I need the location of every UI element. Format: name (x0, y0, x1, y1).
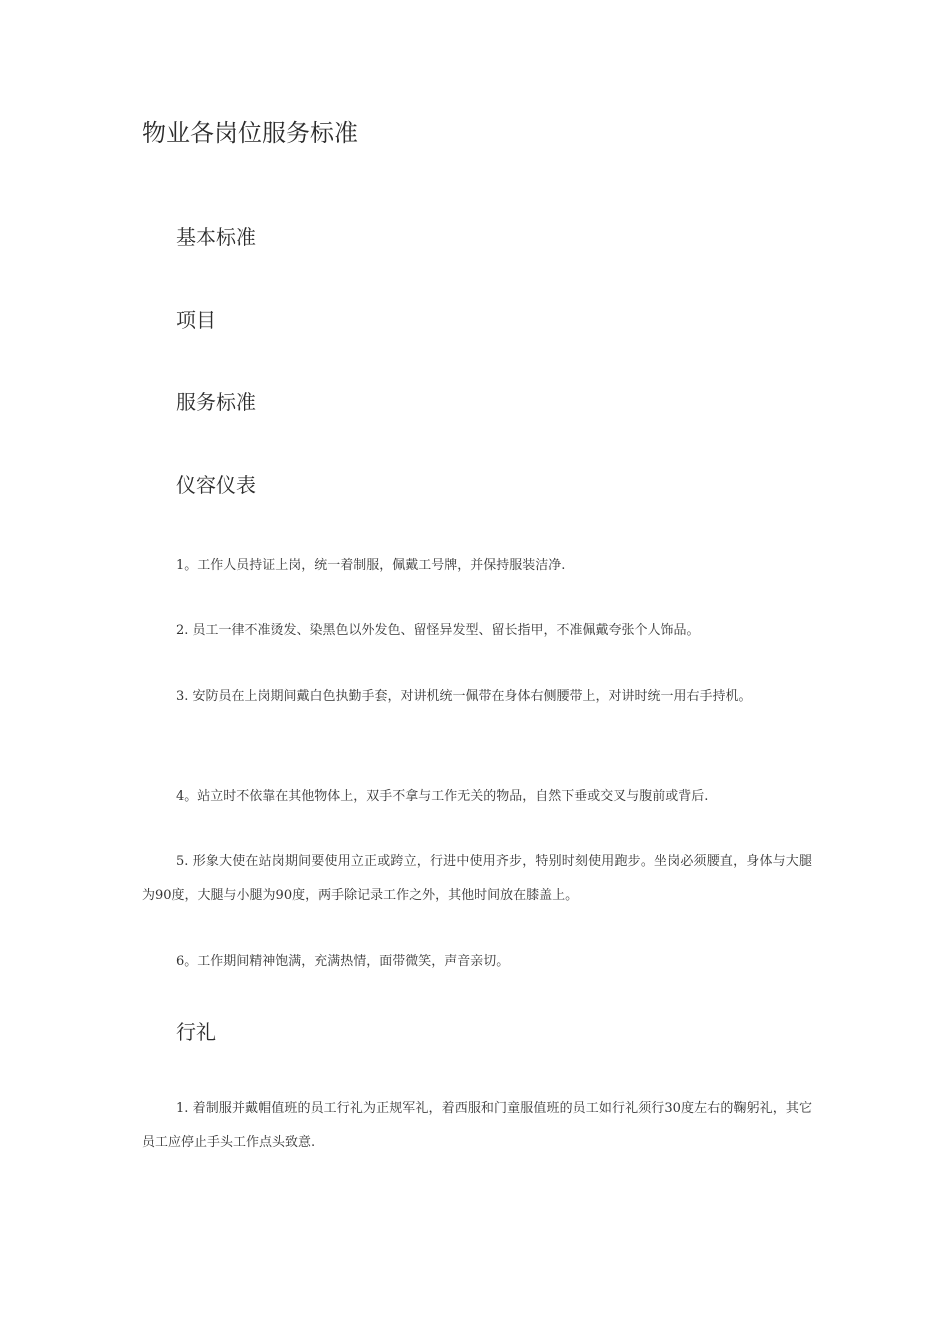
heading-etiquette: 行礼 (176, 1020, 216, 1044)
appearance-item-6: 6。工作期间精神饱满，充满热情，面带微笑，声音亲切。 (176, 954, 510, 969)
appearance-item-4: 4。站立时不依靠在其他物体上，双手不拿与工作无关的物品，自然下垂或交叉与腹前或背后. (176, 789, 709, 804)
appearance-item-5: 5. 形象大使在站岗期间要使用立正或跨立，行进中使用齐步，特别时刻使用跑步。坐岗必须腰直，身体与大腿为90度，大腿与小腿为90度，两手除记录工作之外，其他时间放在膝盖上。 (142, 854, 812, 903)
appearance-item-1: 1。工作人员持证上岗，统一着制服，佩戴工号牌，并保持服装洁净. (176, 558, 566, 573)
appearance-item-3: 3. 安防员在上岗期间戴白色执勤手套，对讲机统一佩带在身体右侧腰带上，对讲时统一用右手持机。 (176, 689, 752, 704)
etiquette-item-1: 1. 着制服并戴帽值班的员工行礼为正规军礼，着西服和门童服值班的员工如行礼须行30度左右的鞠躬礼，其它员工应停止手头工作点头致意. (142, 1101, 812, 1150)
heading-basic-standard: 基本标准 (176, 225, 256, 249)
document-title: 物业各岗位服务标准 (142, 119, 358, 147)
heading-appearance: 仪容仪表 (176, 473, 256, 497)
appearance-item-2: 2. 员工一律不准烫发、染黑色以外发色、留怪异发型、留长指甲，不准佩戴夸张个人饰品。 (176, 623, 700, 638)
heading-service-standard: 服务标准 (176, 390, 256, 414)
heading-item: 项目 (176, 308, 216, 332)
